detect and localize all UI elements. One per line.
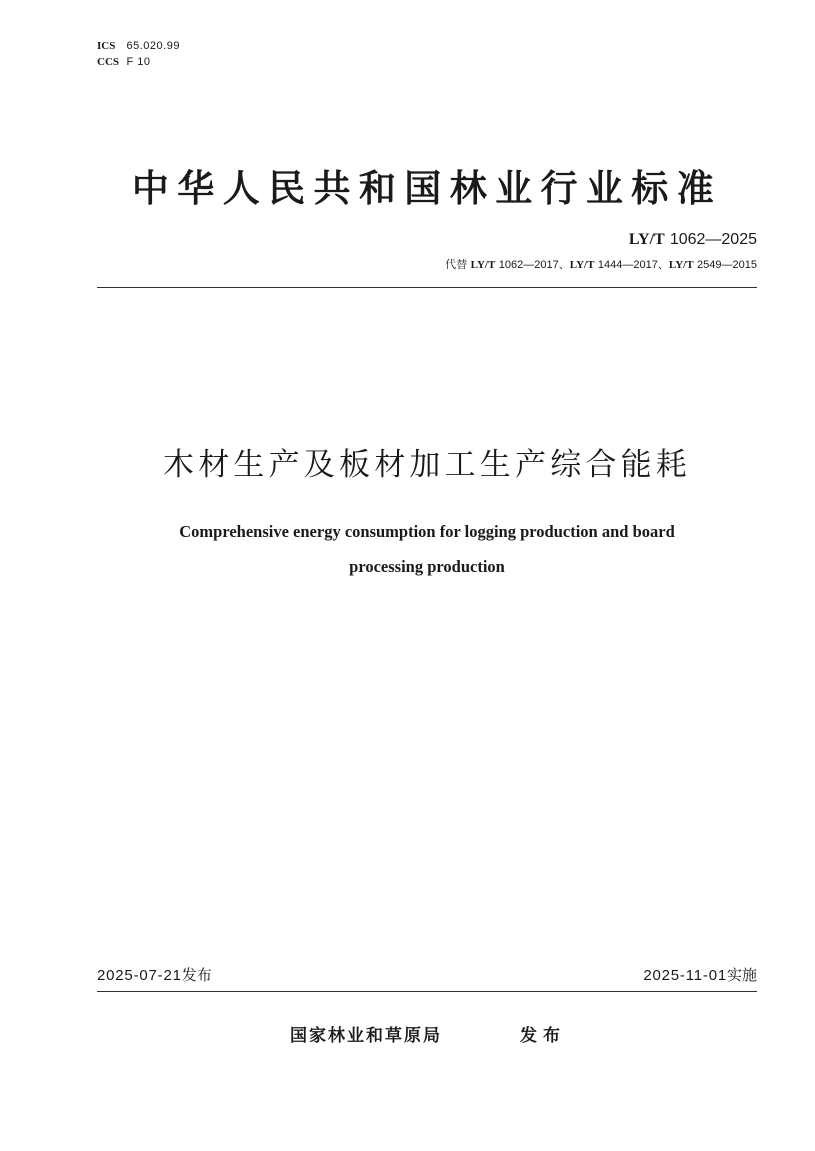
document-title-cn: 木材生产及板材加工生产综合能耗 [163, 447, 691, 483]
header-divider [97, 287, 757, 288]
list-separator: 、 [558, 258, 570, 271]
standard-category-title: 中华人民共和国林业行业标准 [131, 167, 723, 210]
replaced-standard-prefix: LY/T [569, 259, 595, 271]
replaced-standard-number: 1444—2017 [597, 259, 658, 271]
footer-divider [97, 991, 757, 992]
publisher-name: 国家林业和草原局 [290, 1026, 442, 1046]
effective-label: 实施 [726, 966, 757, 984]
ccs-code [97, 54, 180, 70]
standard-number-value: 1062—2025 [669, 231, 757, 248]
ics-value: 65.020.99 [126, 40, 180, 52]
document-title-en-line: Comprehensive energy consumption for logging production and board [179, 522, 675, 541]
replaced-standard-number: 2549—2015 [697, 259, 757, 271]
standard-number-prefix: LY/T [628, 231, 665, 248]
ics-label: ICS [97, 40, 116, 52]
effective-date-value: 2025-11-01 [643, 967, 727, 984]
document-title-en [97, 514, 757, 584]
replaces-label: 代替 [445, 258, 468, 271]
ccs-value: F 10 [126, 56, 151, 68]
ics-code [97, 38, 180, 54]
replaced-standard-prefix: LY/T [470, 259, 496, 271]
document-title-en-line: processing production [349, 557, 505, 576]
issue-label: 发布 [181, 966, 212, 984]
publish-action: 发布 [520, 1026, 566, 1046]
replaced-standard-number: 1062—2017 [498, 259, 559, 271]
issue-date-value: 2025-07-21 [97, 967, 182, 984]
effective-date [643, 964, 757, 987]
classification-codes [97, 38, 180, 70]
standard-number [629, 229, 757, 250]
list-separator: 、 [657, 258, 669, 271]
replaced-standard-prefix: LY/T [668, 259, 694, 271]
replaces-line [445, 257, 757, 273]
ccs-label: CCS [97, 56, 120, 68]
issue-date [97, 964, 212, 987]
